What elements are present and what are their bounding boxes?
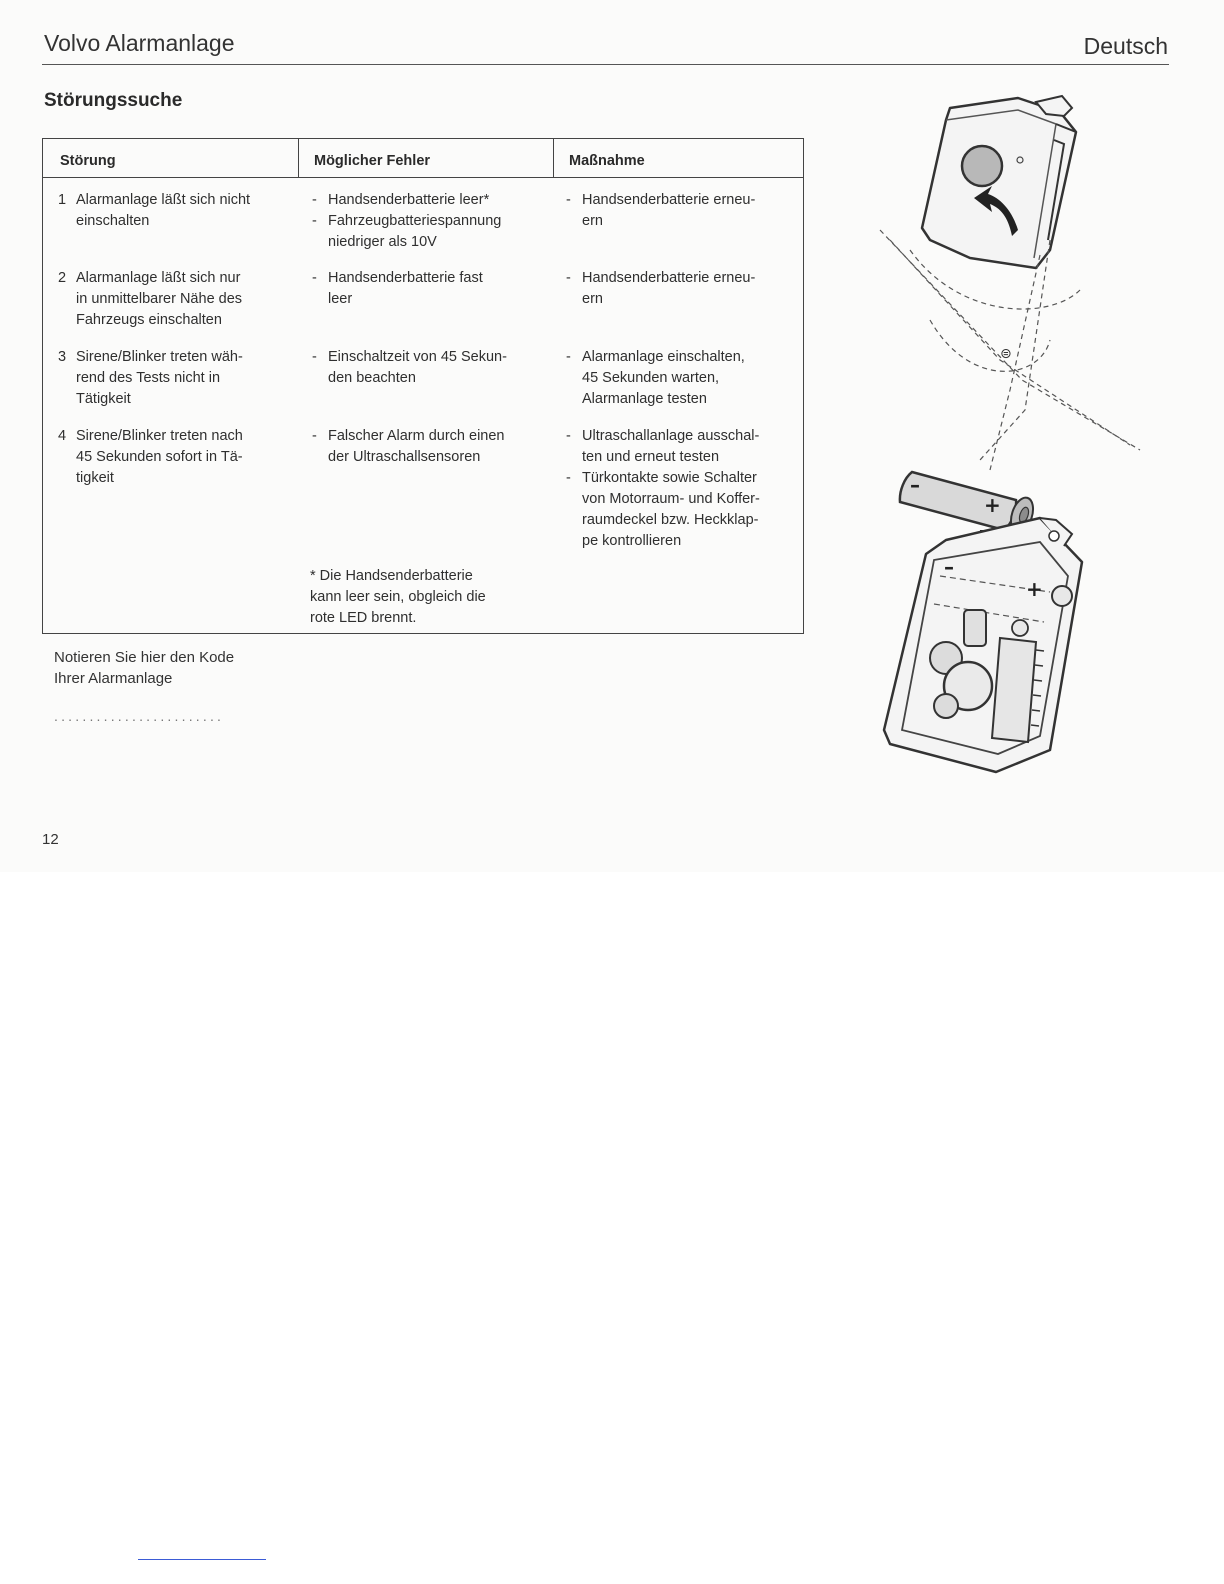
text-line: in unmittelbarer Nähe des <box>76 291 243 307</box>
table-row-4-actions <box>564 426 800 552</box>
table-row-4-causes <box>310 426 550 468</box>
table-row-4-problem <box>58 426 298 489</box>
table-row-1-actions <box>564 190 800 232</box>
text-line: 45 Sekunden warten, <box>582 370 720 386</box>
text-line: Alarmanlage testen <box>582 391 707 407</box>
list-item: - Handsenderbatterie erneu- ern <box>564 190 800 232</box>
list-item: - Alarmanlage einschalten, 45 Sekunden warten, Alarmanlage testen <box>564 347 800 410</box>
text-line: Handsenderbatterie erneu- <box>582 192 756 208</box>
text-line: ern <box>582 291 603 307</box>
text-line: Handsenderbatterie fast <box>328 270 483 286</box>
table-row-3-actions <box>564 347 800 410</box>
text-line: Fahrzeugs einschalten <box>76 312 222 328</box>
text-line: Handsenderbatterie erneu- <box>582 270 756 286</box>
text-line: Alarmanlage läßt sich nur <box>76 270 241 286</box>
table-row-1-problem <box>58 190 298 232</box>
text-line: Sirene/Blinker treten wäh- <box>76 349 243 365</box>
text-line: rend des Tests nicht in <box>76 370 221 386</box>
document-title: Volvo Alarmanlage <box>44 30 235 56</box>
code-note <box>54 647 234 689</box>
text-line: Alarmanlage läßt sich nicht <box>76 192 251 208</box>
text-line: Fahrzeugbatteriespannung <box>328 213 502 229</box>
language-label: Deutsch <box>1083 33 1168 59</box>
text-line: von Motorraum- und Koffer- <box>582 491 760 507</box>
text-line: Ihrer Alarmanlage <box>54 670 173 687</box>
screw-icon: ⊜ <box>1000 346 1012 362</box>
code-write-line: ........................ <box>54 708 225 724</box>
table-header-row <box>43 139 803 178</box>
compartment-minus-label: – <box>944 555 954 579</box>
list-item: - Handsenderbatterie fast leer <box>310 268 550 310</box>
battery-minus-label: – <box>910 473 920 497</box>
column-divider <box>298 139 299 178</box>
text-line: Einschaltzeit von 45 Sekun- <box>328 349 507 365</box>
text-line: pe kontrollieren <box>582 533 682 549</box>
row-number: 1 <box>58 192 67 208</box>
text-line: Handsenderbatterie leer* <box>328 192 490 208</box>
list-item: - Handsenderbatterie leer* <box>310 190 550 211</box>
section-title: Störungssuche <box>44 90 183 111</box>
table-row-2-causes <box>310 268 550 310</box>
table-row-3-causes <box>310 347 550 389</box>
text-line: ten und erneut testen <box>582 449 720 465</box>
text-line: rote LED brennt. <box>310 610 417 626</box>
text-line: Tätigkeit <box>76 391 131 407</box>
text-line: den beachten <box>328 370 416 386</box>
row-number: 4 <box>58 428 67 444</box>
table-row-3-problem <box>58 347 298 410</box>
remote-battery-illustration <box>850 90 1150 780</box>
text-line: Alarmanlage einschalten, <box>582 349 745 365</box>
text-line: * Die Handsenderbatterie <box>310 568 473 584</box>
table-row-1-causes <box>310 190 550 253</box>
text-line: leer <box>328 291 353 307</box>
text-line: raumdeckel bzw. Heckklap- <box>582 512 759 528</box>
header-divider <box>42 64 1169 65</box>
list-item: - Handsenderbatterie erneu- ern <box>564 268 800 310</box>
list-item: - Fahrzeugbatteriespannung niedriger als 10V <box>310 211 550 253</box>
list-item: - Türkontakte sowie Schalter von Motorraum- und Koffer- raumdeckel bzw. Heckklap- pe kontrollieren <box>564 468 800 552</box>
compartment-plus-label: + <box>1026 577 1043 601</box>
list-item: - Einschaltzeit von 45 Sekun- den beachten <box>310 347 550 389</box>
led-button-icon <box>962 146 1002 186</box>
text-line: Türkontakte sowie Schalter <box>582 470 757 486</box>
text-line: niedriger als 10V <box>328 234 437 250</box>
remote-housing-icon <box>922 96 1076 268</box>
list-item: - Falscher Alarm durch einen der Ultraschallsensoren <box>310 426 550 468</box>
column-divider <box>553 139 554 178</box>
text-line: einschalten <box>76 213 150 229</box>
page-number: 12 <box>42 831 59 848</box>
row-number: 2 <box>58 270 67 286</box>
text-line: Falscher Alarm durch einen <box>328 428 505 444</box>
row-number: 3 <box>58 349 67 365</box>
column-header-cause: Möglicher Fehler <box>314 153 431 169</box>
text-line: tigkeit <box>76 470 114 486</box>
open-remote-housing-icon <box>884 518 1082 772</box>
text-line: 45 Sekunden sofort in Tä- <box>76 449 243 465</box>
column-header-action: Maßnahme <box>569 153 645 169</box>
text-line: ern <box>582 213 603 229</box>
text-line: Notieren Sie hier den Kode <box>54 649 235 666</box>
text-line: der Ultraschallsensoren <box>328 449 481 465</box>
table-row-2-actions <box>564 268 800 310</box>
table-row-2-problem <box>58 268 298 331</box>
bottom-link-underline <box>138 1559 266 1560</box>
text-line: Ultraschallanlage ausschal- <box>582 428 760 444</box>
list-item: - Ultraschallanlage ausschal- ten und erneut testen <box>564 426 800 468</box>
text-line: kann leer sein, obgleich die <box>310 589 486 605</box>
text-line: Sirene/Blinker treten nach <box>76 428 243 444</box>
column-header-problem: Störung <box>60 153 116 169</box>
battery-plus-label: + <box>984 493 1001 517</box>
table-footnote <box>310 566 550 629</box>
